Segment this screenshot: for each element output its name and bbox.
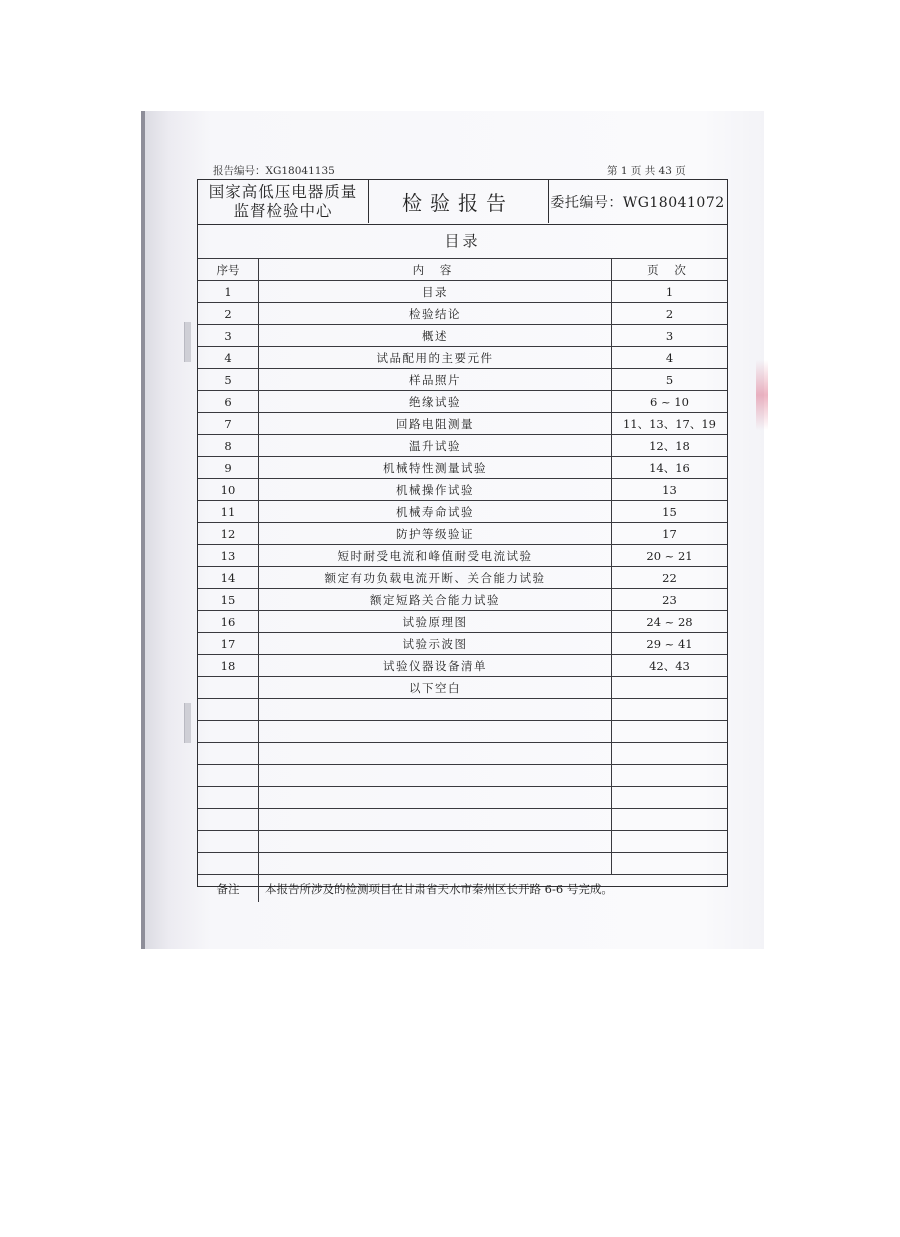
row-page: 2 xyxy=(665,306,674,321)
remark-row xyxy=(198,875,727,902)
toc-title: 目录 xyxy=(444,232,481,250)
row-page xyxy=(612,699,727,720)
row-number: 16 xyxy=(198,611,259,632)
row-number xyxy=(198,809,259,830)
row-content: 温升试验 xyxy=(259,435,612,456)
row-number xyxy=(198,721,259,742)
row-page xyxy=(612,721,727,742)
row-content xyxy=(259,787,612,808)
table-row xyxy=(198,743,727,765)
table-row xyxy=(198,721,727,743)
row-page: 11、13、17、19 xyxy=(622,416,717,431)
row-page: 15 xyxy=(662,504,677,519)
row-page: 5 xyxy=(665,372,674,387)
table-row xyxy=(198,501,727,523)
row-content: 绝缘试验 xyxy=(259,391,612,412)
table-row xyxy=(198,831,727,853)
row-page xyxy=(612,765,727,786)
row-content: 短时耐受电流和峰值耐受电流试验 xyxy=(259,545,612,566)
row-number: 5 xyxy=(198,369,259,390)
row-number: 12 xyxy=(198,523,259,544)
row-content: 样品照片 xyxy=(259,369,612,390)
organization-name xyxy=(198,180,369,223)
table-row xyxy=(198,611,727,633)
org-line-1: 国家高低压电器质量 xyxy=(208,182,358,201)
row-number: 3 xyxy=(198,325,259,346)
row-content: 额定有功负载电流开断、关合能力试验 xyxy=(259,567,612,588)
row-content: 回路电阻测量 xyxy=(259,413,612,434)
col-header-no: 序号 xyxy=(198,259,259,280)
row-page: 4 xyxy=(665,350,674,365)
table-row xyxy=(198,457,727,479)
remark-text: 本报告所涉及的检测项目在甘肃省天水市秦州区长开路 6-6 号完成。 xyxy=(265,881,613,896)
row-number: 14 xyxy=(198,567,259,588)
table-row xyxy=(198,545,727,567)
row-page: 1 xyxy=(665,284,674,299)
col-header-content: 内 容 xyxy=(259,259,612,280)
row-number: 8 xyxy=(198,435,259,456)
table-row xyxy=(198,325,727,347)
row-content: 机械寿命试验 xyxy=(259,501,612,522)
row-number: 7 xyxy=(198,413,259,434)
col-header-page: 页 次 xyxy=(647,262,692,277)
row-number xyxy=(198,765,259,786)
row-page xyxy=(612,677,727,698)
table-row xyxy=(198,699,727,721)
row-page: 14、16 xyxy=(649,460,690,475)
row-content xyxy=(259,743,612,764)
row-content xyxy=(259,831,612,852)
table-row xyxy=(198,655,727,677)
table-row xyxy=(198,633,727,655)
seal-stamp-edge xyxy=(756,360,768,430)
row-content xyxy=(259,809,612,830)
row-content: 防护等级验证 xyxy=(259,523,612,544)
row-page xyxy=(612,809,727,830)
row-number: 10 xyxy=(198,479,259,500)
table-row xyxy=(198,523,727,545)
row-number xyxy=(198,787,259,808)
table-row xyxy=(198,765,727,787)
row-content: 试品配用的主要元件 xyxy=(259,347,612,368)
row-page: 20 ~ 21 xyxy=(646,548,693,563)
table-row xyxy=(198,347,727,369)
row-number: 2 xyxy=(198,303,259,324)
scan-edge-shadow xyxy=(141,111,145,949)
table-row xyxy=(198,787,727,809)
row-content: 检验结论 xyxy=(259,303,612,324)
row-page: 22 xyxy=(662,570,677,585)
row-content xyxy=(259,721,612,742)
table-row xyxy=(198,567,727,589)
row-number: 13 xyxy=(198,545,259,566)
title-block xyxy=(198,180,727,225)
row-number: 18 xyxy=(198,655,259,676)
table-row xyxy=(198,369,727,391)
row-content: 机械操作试验 xyxy=(259,479,612,500)
table-row xyxy=(198,853,727,875)
row-content xyxy=(259,853,612,874)
row-number xyxy=(198,677,259,698)
row-content: 目录 xyxy=(259,281,612,302)
toc-header-row xyxy=(198,259,727,281)
row-content: 机械特性测量试验 xyxy=(259,457,612,478)
table-row xyxy=(198,281,727,303)
row-page xyxy=(612,787,727,808)
row-number: 4 xyxy=(198,347,259,368)
row-page: 29 ~ 41 xyxy=(646,636,693,651)
row-number xyxy=(198,699,259,720)
row-number: 17 xyxy=(198,633,259,654)
row-page: 6 ~ 10 xyxy=(650,394,689,409)
row-number: 15 xyxy=(198,589,259,610)
row-content xyxy=(259,765,612,786)
report-title: 检验报告 xyxy=(368,180,549,223)
row-page: 3 xyxy=(665,328,674,343)
page-number: 第 1 页 共 43 页 xyxy=(607,165,686,177)
table-row xyxy=(198,589,727,611)
row-number: 1 xyxy=(198,281,259,302)
report-form xyxy=(197,179,728,896)
row-content: 概述 xyxy=(259,325,612,346)
binding-hole-mark xyxy=(184,322,191,362)
binding-hole-mark xyxy=(184,703,191,743)
table-row xyxy=(198,303,727,325)
row-content xyxy=(259,699,612,720)
row-content: 以下空白 xyxy=(259,677,612,698)
report-number: 报告编号：XG18041135 xyxy=(213,165,335,177)
row-page: 13 xyxy=(662,482,677,497)
row-content: 额定短路关合能力试验 xyxy=(259,589,612,610)
row-page xyxy=(612,743,727,764)
row-content: 试验原理图 xyxy=(259,611,612,632)
row-number xyxy=(198,743,259,764)
row-page: 23 xyxy=(662,592,677,607)
row-content: 试验仪器设备清单 xyxy=(259,655,612,676)
row-page: 12、18 xyxy=(649,438,690,453)
row-page xyxy=(612,853,727,874)
row-content: 试验示波图 xyxy=(259,633,612,654)
row-page xyxy=(612,831,727,852)
table-row xyxy=(198,391,727,413)
row-number xyxy=(198,853,259,874)
table-row xyxy=(198,677,727,699)
row-number: 6 xyxy=(198,391,259,412)
row-page: 17 xyxy=(662,526,677,541)
table-row xyxy=(198,435,727,457)
remark-label: 备注 xyxy=(198,875,259,902)
row-page: 24 ~ 28 xyxy=(646,614,693,629)
consignment-number: 委托编号：WG18041072 xyxy=(550,194,725,211)
org-line-2: 监督检验中心 xyxy=(233,201,333,220)
row-number xyxy=(198,831,259,852)
table-row xyxy=(198,809,727,831)
table-row xyxy=(198,479,727,501)
table-row xyxy=(198,413,727,435)
row-number: 11 xyxy=(198,501,259,522)
row-page: 42、43 xyxy=(649,658,690,673)
row-number: 9 xyxy=(198,457,259,478)
toc-table xyxy=(198,258,727,902)
